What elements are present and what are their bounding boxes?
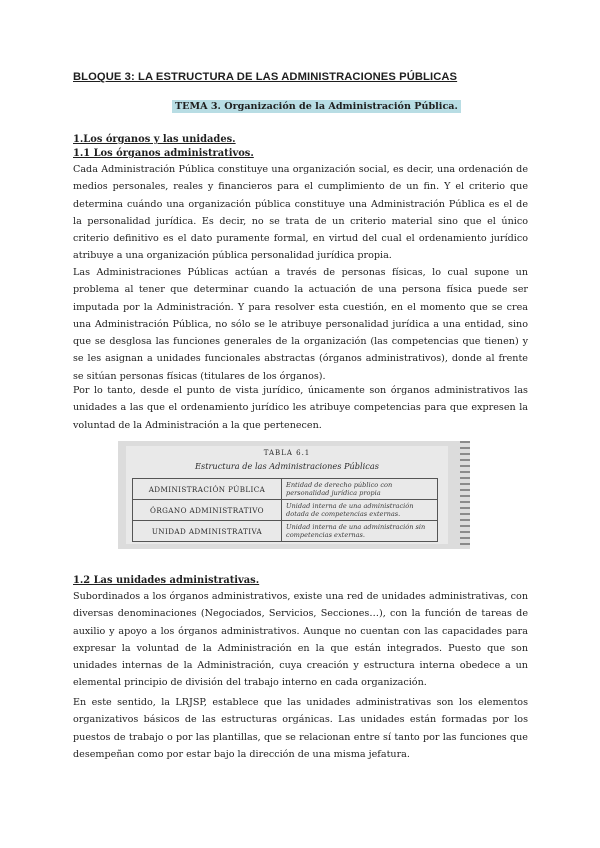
paragraph-4: Subordinados a los órganos administrativos, existe una red de unidades administrativas, con diversas denominaciones (Negociados, Servicios, Secciones…), con la función de tareas de auxilio y apoyo a los órganos administrativos. Aunque no cuentan con las capacidades para expresar la voluntad de la Administración en la que están integrados. Puesto que son unidades internas de la Administración, cuya creación y estructura interna obedece a un elemental principio de división del trabajo interno en cada organización.: [73, 591, 528, 689]
scanned-table-image: [118, 441, 470, 549]
paragraph-2: Las Administraciones Públicas actúan a través de personas físicas, lo cual supone un problema al tener que determinar cuando la actuación de una persona física puede ser imputada por la Administración. Y para resolver esta cuestión, en el momento que se crea una Administración Pública, no sólo se le atribuye personalidad jurídica a una entidad, sino que se desglosa las funciones generales de la organización (las competencias que tienen) y se les asignan a unidades funcionales abstractas (órganos administrativos), donde al frente se sitúan personas físicas (titulares de los órganos).: [73, 267, 528, 382]
notebook-spiral: [460, 441, 470, 549]
subsection-heading-1-1: 1.1 Los órganos administrativos.: [73, 148, 254, 159]
table-term: ADMINISTRACIÓN PÚBLICA: [133, 479, 282, 500]
paragraph-5: En este sentido, la LRJSP, establece que las unidades administrativas son los elementos organizativos básicos de las estructuras orgánicas. Las unidades están formadas por los puestos de trabajo o por las plantillas, que se relacionan entre sí tanto por las funciones que desempeñan como por estar bajo la dirección de una misma jefatura.: [73, 697, 528, 760]
table-definition: Entidad de derecho público con personalidad jurídica propia: [282, 479, 438, 500]
table-caption: Estructura de las Administraciones Públicas: [195, 461, 379, 471]
table-label: TABLA 6.1: [263, 449, 311, 457]
paragraph-3: Por lo tanto, desde el punto de vista jurídico, únicamente son órganos administrativos las unidades a las que el ordenamiento jurídico les atribuye competencias para que expresen la voluntad de la Administración a la que pertenecen.: [73, 385, 528, 431]
table-definition: Unidad interna de una administración sin competencias externas.: [282, 521, 438, 542]
structure-table: [132, 478, 438, 542]
table-term: ÓRGANO ADMINISTRATIVO: [133, 500, 282, 521]
tema-heading: TEMA 3. Organización de la Administración Pública.: [172, 100, 461, 113]
paragraph-1: Cada Administración Pública constituye una organización social, es decir, una ordenación de medios personales, reales y financieros para el cumplimiento de un fin. Y el criterio que determina cuándo una organización pública constituye una Administración Pública es el de la personalidad jurídica. Es decir, no se trata de un criterio material sino que el único criterio definitivo es el dato puramente formal, en virtud del cual el ordenamiento jurídico atribuye a una organización pública personalidad jurídica propia.: [73, 164, 528, 262]
table-definition: Unidad interna de una administración dotada de competencias externas.: [282, 500, 438, 521]
section-heading: 1.Los órganos y las unidades.: [73, 134, 236, 145]
document-title: BLOQUE 3: LA ESTRUCTURA DE LAS ADMINISTRACIONES PÚBLICAS: [73, 71, 458, 83]
table-term: UNIDAD ADMINISTRATIVA: [133, 521, 282, 542]
table-row: [133, 479, 438, 500]
table-row: [133, 500, 438, 521]
table-row: [133, 521, 438, 542]
table-sheet: [126, 446, 448, 544]
subsection-heading-1-2: 1.2 Las unidades administrativas.: [73, 575, 260, 586]
